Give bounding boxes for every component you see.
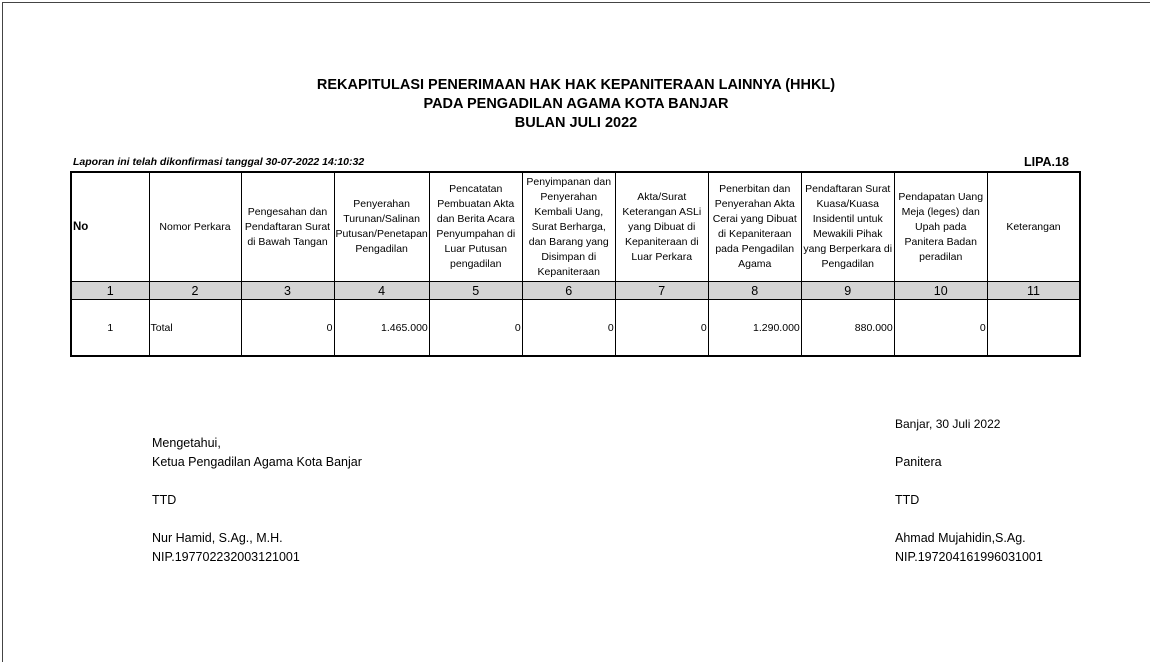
header-cell: Penerbitan dan Penyerahan Akta Cerai yang Dibuat di Kepaniteraan pada Pengadilan Agama	[708, 172, 801, 282]
column-number: 5	[429, 282, 522, 300]
title-line-2: PADA PENGADILAN AGAMA KOTA BANJAR	[423, 96, 729, 112]
header-cell: Penyerahan Turunan/Salinan Putusan/Penetapan Pengadilan	[334, 172, 429, 282]
report-table	[70, 171, 1081, 357]
report-title	[0, 76, 1152, 133]
acknowledged-label: Mengetahui,	[152, 436, 221, 450]
table-cell: 1.290.000	[708, 300, 801, 357]
place-date: Banjar, 30 Juli 2022	[895, 417, 1001, 431]
title-line-3: BULAN JULI 2022	[514, 115, 638, 131]
signature-ttd: TTD	[152, 493, 177, 507]
header-cell: No	[71, 172, 149, 282]
table-cell: 0	[615, 300, 708, 357]
column-number: 2	[149, 282, 241, 300]
remarks-cell	[987, 300, 1080, 357]
signer-position: Ketua Pengadilan Agama Kota Banjar	[152, 455, 362, 469]
left-signature-block	[152, 434, 362, 567]
column-number: 7	[615, 282, 708, 300]
column-number: 10	[894, 282, 987, 300]
signer-nip: NIP.197702232003121001	[152, 550, 300, 564]
table-cell: 0	[429, 300, 522, 357]
signature-ttd: TTD	[895, 493, 920, 507]
header-cell: Pengesahan dan Pendaftaran Surat di Bawah Tangan	[241, 172, 334, 282]
header-cell: Pendaftaran Surat Kuasa/Kuasa Insidentil untuk Mewakili Pihak yang Berperkara di Pengadilan	[801, 172, 894, 282]
title-line-1: REKAPITULASI PENERIMAAN HAK HAK KEPANITERAAN LAINNYA (HHKL)	[316, 77, 836, 93]
column-number: 6	[522, 282, 615, 300]
header-cell: Pendapatan Uang Meja (leges) dan Upah pada Panitera Badan peradilan	[894, 172, 987, 282]
header-row	[71, 172, 1080, 282]
header-cell: Nomor Perkara	[149, 172, 241, 282]
column-number: 3	[241, 282, 334, 300]
signer-nip: NIP.197204161996031001	[895, 550, 1043, 564]
table-row	[71, 300, 1080, 357]
table-cell: 0	[894, 300, 987, 357]
signer-position: Panitera	[895, 455, 942, 469]
signer-name: Ahmad Mujahidin,S.Ag.	[895, 531, 1026, 545]
header-cell: Penyimpanan dan Penyerahan Kembali Uang, Surat Berharga, dan Barang yang Disimpan di Kepaniteraan	[522, 172, 615, 282]
column-number: 1	[71, 282, 149, 300]
signer-name: Nur Hamid, S.Ag., M.H.	[152, 531, 283, 545]
column-number-row	[71, 282, 1080, 300]
table-cell: 1.465.000	[334, 300, 429, 357]
table-cell: 880.000	[801, 300, 894, 357]
column-number: 11	[987, 282, 1080, 300]
right-signature-block	[895, 415, 1043, 567]
header-cell: Akta/Surat Keterangan ASLi yang Dibuat di Kepaniteraan di Luar Perkara	[615, 172, 708, 282]
column-number: 4	[334, 282, 429, 300]
confirmation-note: Laporan ini telah dikonfirmasi tanggal 30-07-2022 14:10:32	[73, 156, 365, 168]
column-number: 9	[801, 282, 894, 300]
row-number: 1	[71, 300, 149, 357]
table-cell: 0	[522, 300, 615, 357]
header-cell: Pencatatan Pembuatan Akta dan Berita Acara Penyumpahan di Luar Putusan pengadilan	[429, 172, 522, 282]
report-code: LIPA.18	[1024, 155, 1069, 169]
header-cell: Keterangan	[987, 172, 1080, 282]
table-cell: 0	[241, 300, 334, 357]
column-number: 8	[708, 282, 801, 300]
case-number: Total	[149, 300, 241, 357]
